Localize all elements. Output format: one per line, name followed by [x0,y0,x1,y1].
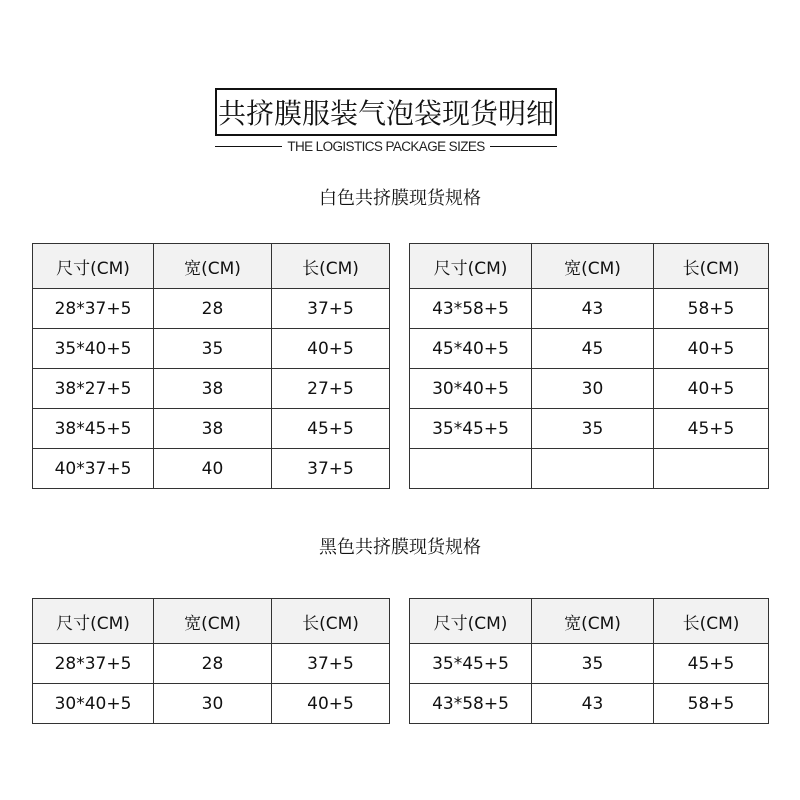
black-spec-table-right [409,598,769,724]
length-cell [654,449,769,489]
width-cell: 43 [532,289,654,329]
black-spec-heading: 黑色共挤膜现货规格 [319,537,481,558]
size-cell: 30*40+5 [410,369,532,409]
width-cell: 45 [532,329,654,369]
size-cell: 28*37+5 [33,289,154,329]
column-header-width: 宽(CM) [154,599,272,644]
page-subtitle: THE LOGISTICS PACKAGE SIZES [287,138,485,154]
length-cell: 58+5 [654,289,769,329]
column-header-length: 长(CM) [272,599,390,644]
width-cell: 28 [154,644,272,684]
table-row [33,369,390,409]
table-row [33,289,390,329]
subtitle-left-rule [215,146,282,147]
length-cell: 40+5 [654,329,769,369]
width-cell: 30 [532,369,654,409]
table-header-row [33,599,390,644]
width-cell: 35 [154,329,272,369]
table-row-empty [410,449,769,489]
size-cell: 35*40+5 [33,329,154,369]
length-cell: 45+5 [272,409,390,449]
table-row [33,329,390,369]
size-cell: 28*37+5 [33,644,154,684]
white-spec-table-left [32,243,390,489]
table-row [410,289,769,329]
length-cell: 37+5 [272,449,390,489]
table-row [33,409,390,449]
size-cell: 40*37+5 [33,449,154,489]
white-spec-heading: 白色共挤膜现货规格 [319,188,481,209]
size-cell: 38*45+5 [33,409,154,449]
subtitle-row [215,137,557,155]
table-row [33,449,390,489]
width-cell [532,449,654,489]
length-cell: 27+5 [272,369,390,409]
width-cell: 38 [154,409,272,449]
table-row [410,644,769,684]
length-cell: 40+5 [272,329,390,369]
table-header-row [33,244,390,289]
length-cell: 58+5 [654,684,769,724]
column-header-length: 长(CM) [654,244,769,289]
white-spec-table-right [409,243,769,489]
table-header-row [410,599,769,644]
column-header-width: 宽(CM) [154,244,272,289]
width-cell: 38 [154,369,272,409]
size-cell [410,449,532,489]
column-header-size: 尺寸(CM) [410,599,532,644]
table-row [410,684,769,724]
size-cell: 43*58+5 [410,684,532,724]
width-cell: 30 [154,684,272,724]
table-row [410,329,769,369]
subtitle-right-rule [490,146,557,147]
length-cell: 45+5 [654,409,769,449]
length-cell: 40+5 [272,684,390,724]
width-cell: 40 [154,449,272,489]
width-cell: 35 [532,409,654,449]
width-cell: 28 [154,289,272,329]
length-cell: 40+5 [654,369,769,409]
length-cell: 37+5 [272,289,390,329]
column-header-length: 长(CM) [654,599,769,644]
table-row [33,644,390,684]
size-cell: 38*27+5 [33,369,154,409]
column-header-width: 宽(CM) [532,599,654,644]
size-cell: 30*40+5 [33,684,154,724]
length-cell: 45+5 [654,644,769,684]
column-header-width: 宽(CM) [532,244,654,289]
size-cell: 35*45+5 [410,409,532,449]
table-row [410,369,769,409]
size-cell: 43*58+5 [410,289,532,329]
table-row [410,409,769,449]
column-header-size: 尺寸(CM) [410,244,532,289]
size-cell: 45*40+5 [410,329,532,369]
column-header-length: 长(CM) [272,244,390,289]
black-spec-table-left [32,598,390,724]
table-header-row [410,244,769,289]
size-cell: 35*45+5 [410,644,532,684]
column-header-size: 尺寸(CM) [33,244,154,289]
length-cell: 37+5 [272,644,390,684]
width-cell: 35 [532,644,654,684]
width-cell: 43 [532,684,654,724]
page-title: 共挤膜服装气泡袋现货明细 [215,88,557,136]
column-header-size: 尺寸(CM) [33,599,154,644]
table-row [33,684,390,724]
